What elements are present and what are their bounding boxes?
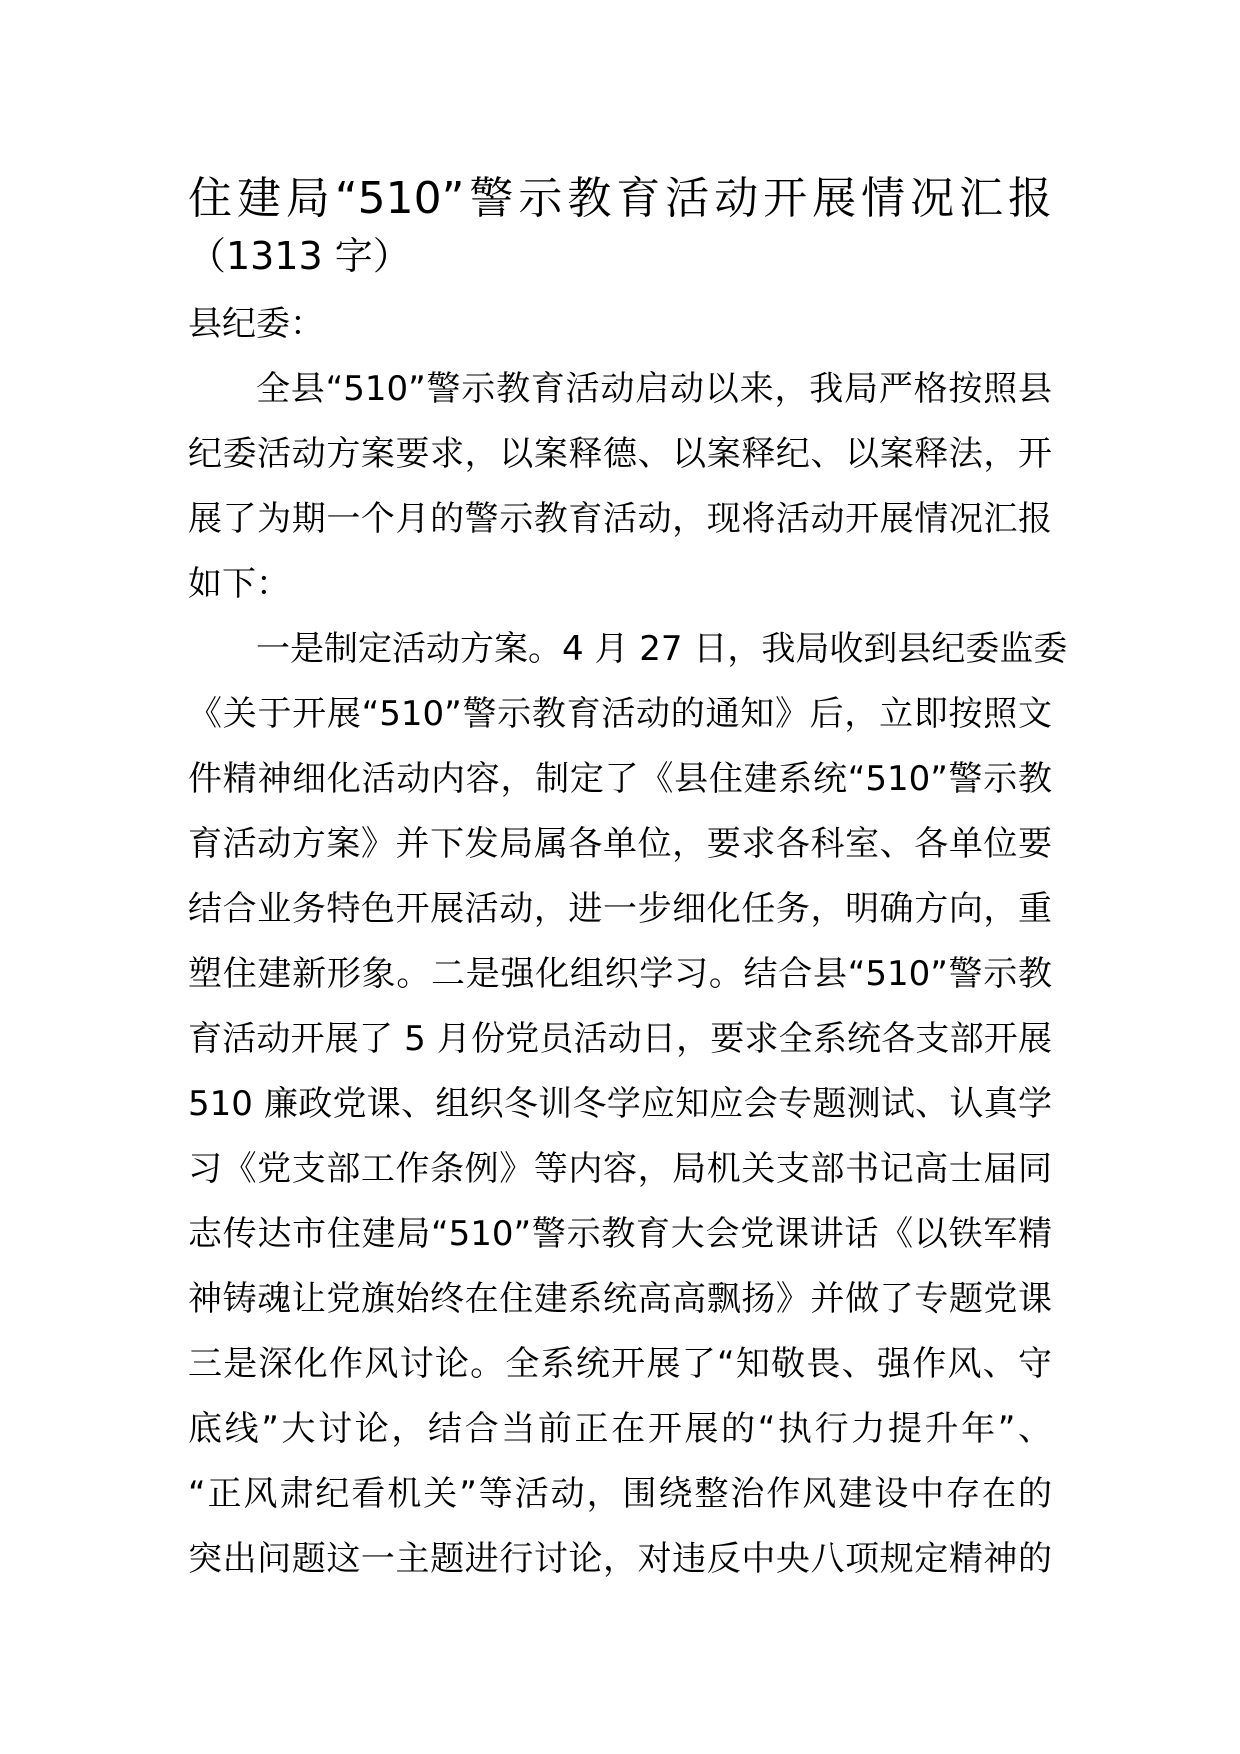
document-page <box>188 170 1068 1592</box>
body-line: 志传达市住建局“510”警示教育大会党课讲话《以铁军精 <box>188 1214 1052 1254</box>
body-line: 结合业务特色开展活动，进一步细化任务，明确方向，重 <box>188 889 1052 929</box>
document-title: 住建局“510”警示教育活动开展情况汇报 <box>188 173 1052 224</box>
body-line: 全县“510”警示教育活动启动以来，我局严格按照县 <box>256 369 1052 409</box>
salutation: 县纪委： <box>188 304 324 344</box>
body-line: 底线”大讨论，结合当前正在开展的“执行力提升年”、 <box>188 1409 1052 1449</box>
body-line: 神铸魂让党旗始终在住建系统高高飘扬》并做了专题党课 <box>188 1279 1052 1319</box>
body-line: 如下： <box>188 564 290 604</box>
body-line: 纪委活动方案要求，以案释德、以案释纪、以案释法，开 <box>188 434 1052 474</box>
body-line: 习《党支部工作条例》等内容，局机关支部书记高士届同 <box>188 1149 1052 1189</box>
body-line: 塑住建新形象。二是强化组织学习。结合县“510”警示教 <box>188 954 1052 994</box>
word-count: （1313 字） <box>188 234 411 278</box>
body-line: 《关于开展“510”警示教育活动的通知》后，立即按照文 <box>188 694 1052 734</box>
body-line: 三是深化作风讨论。全系统开展了“知敬畏、强作风、守 <box>188 1344 1052 1384</box>
body-line: 展了为期一个月的警示教育活动，现将活动开展情况汇报 <box>188 499 1052 539</box>
body-line: “正风肃纪看机关”等活动，围绕整治作风建设中存在的 <box>188 1474 1052 1514</box>
body-line: 一是制定活动方案。4 月 27 日，我局收到县纪委监委 <box>256 629 1068 669</box>
body-line: 510 廉政党课、组织冬训冬学应知应会专题测试、认真学 <box>188 1084 1052 1124</box>
body-line: 突出问题这一主题进行讨论，对违反中央八项规定精神的 <box>188 1539 1052 1579</box>
document-body <box>188 357 1068 1592</box>
body-line: 育活动开展了 5 月份党员活动日，要求全系统各支部开展 <box>188 1019 1052 1059</box>
body-line: 件精神细化活动内容，制定了《县住建系统“510”警示教 <box>188 759 1052 799</box>
body-line: 育活动方案》并下发局属各单位，要求各科室、各单位要 <box>188 824 1052 864</box>
